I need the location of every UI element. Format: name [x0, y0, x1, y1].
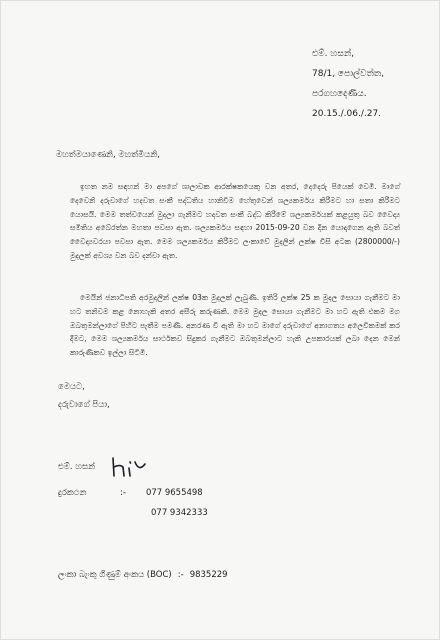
- salutation: මහත්මයාණෙනි, මහත්මියනි,: [56, 150, 160, 160]
- body-paragraph-1: ඉහත නම සඳහන් මා අපගේ ශාලාවක ආරක්ෂකයෙකු වන අතර, දෙදෙරු පියෙක් වෙමි. මාගේ දෙවෙනි දරුවාගේ හදවත සංකී පද්ධතිය හානිවීම හේතුවෙන් ශල්‍යකර්මය කිරීමට හා සතා කිරීමට යොසයි. මෙම තත්වයෙන් මුදලා ගැනීමට හදවත සංකී බද්ධ කිරීමේ ශල්‍යකර්මයක් කළයුතු බව වෛද්‍ය සමිතිය අබේරත්න මහතා පවසා ඇත. ශල්‍යකර්මය සඳහා 2015-09-20 වන දින යොදාගෙන ඇති බවත් වෛද්‍යවරයා පවසා ඇත. මෙම ශල්‍යකර්මය කිරීමට ලංකාවේ මුදලින් ලක්ෂ විසි අටක (2800000/-) මුදලක් අවශ්‍ය වන බව දන්වා ඇත.: [70, 182, 400, 260]
- signature-row: [58, 454, 149, 480]
- bank-separator: :-: [177, 570, 184, 580]
- bank-label: ලංකා බැංකු ගිණුම් අංකය (BOC): [58, 570, 172, 580]
- closing-line: මෙයට,: [58, 382, 85, 392]
- bank-account-block: [58, 570, 228, 580]
- handwritten-signature-icon: [109, 454, 149, 480]
- phone-separator: :-: [120, 488, 126, 498]
- phone-number-2: 077 9342333: [151, 508, 208, 518]
- sender-town: පරගහදෙණිය.: [312, 89, 367, 99]
- sender-street: 78/1, පොල්වත්ත,: [312, 69, 384, 79]
- sender-address: [312, 44, 384, 124]
- signature-name: එම්. හසන්: [58, 462, 95, 472]
- letter-date: 20.15./.06./.27.: [312, 109, 382, 119]
- closing-block: [58, 378, 110, 414]
- phone-label: දුරකථන: [58, 488, 87, 498]
- bank-account-number: 9835229: [189, 570, 228, 580]
- phone-block: [58, 483, 208, 523]
- phone-number-1: 077 9655498: [145, 488, 203, 498]
- body-paragraph-2: මෙයින් ජනාධිපති අරමුදලින් ලක්ෂ 03ක මුදලක් ලැබුණි. ඉතිරි ලක්ෂ 25 ක මුදල සොයා ගැනීමට මා හට තනිවම කළ නොහැකි අතර අසීරු කරුණකි. මෙම මුදල සොයා ගැනීමට මා හට ඇති එකම මග ඔබතුමන්ලාගේ පිහිට පැතීම පමණි. අනරණ වී ඇති මා හට මාගේ දරුවාගේ අනාගතය අලෙවිකමක් කර දීමට, මෙම ශල්‍යකර්මය සාර්ථකව සිදුකර ගැනීමට ඔබතුමන්ලාට හැකි උපකාරයක් ලබා දෙන මෙන් කාරුණිකව ඉල්ලා සිටිමි.: [70, 293, 400, 358]
- sender-name: එම්. හසන්,: [312, 49, 355, 59]
- closing-relation: දරුවාගේ පියා,: [58, 400, 110, 410]
